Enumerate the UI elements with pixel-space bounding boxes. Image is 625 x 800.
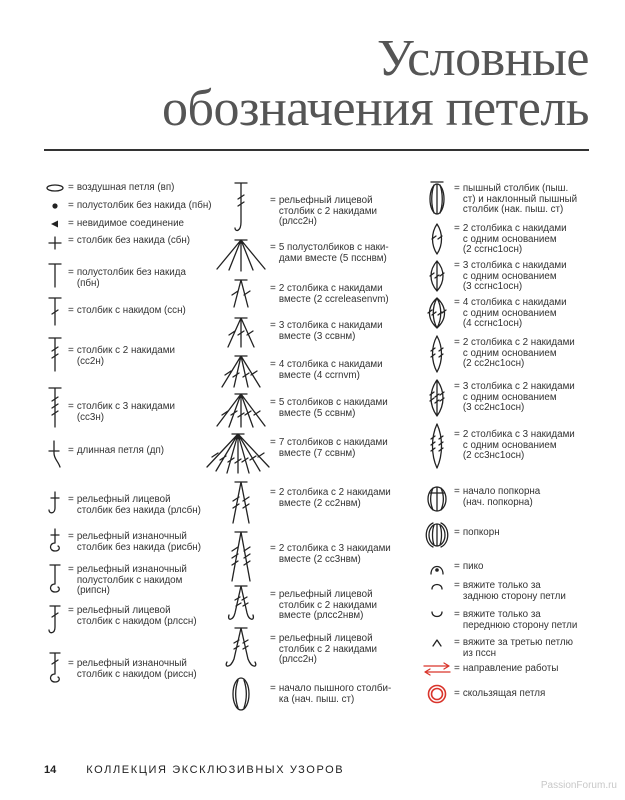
legend-item-two-dc-shell: = 2 столбика с накидами с одним основанием (2 ссrнс1осн) xyxy=(422,222,567,256)
legend-text-front-post-sc: рельефный лицевой столбик без накида (рлсбн) xyxy=(76,494,201,516)
legend-text-double-crochet: столбик с накидом (ссн) xyxy=(76,305,186,316)
page-title-line-1: Условные xyxy=(377,30,589,87)
puff-stitch-icon xyxy=(422,180,452,216)
legend-text-two-tr-together: 2 столбика с 2 накидами вместе (2 сс2нвм) xyxy=(278,487,391,509)
legend-item-picot: = пико xyxy=(422,560,483,576)
legend-text-back-post-sc: рельефный изнаночный столбик без накида (рисбн) xyxy=(76,531,201,553)
five-hdc-together-icon xyxy=(214,238,268,272)
legend-text-front-post-dc: рельефный лицевой столбик с накидом (рлссн) xyxy=(76,605,197,627)
legend-item-puff-stitch: = пышный столбик (пыш. ст) и наклонный пышный столбик (нак. пыш. ст) xyxy=(422,180,577,216)
three-dc-shell-icon xyxy=(422,259,452,293)
title-divider xyxy=(44,149,589,151)
three-dc-together-icon xyxy=(214,316,268,348)
legend-item-two-dtr-together: = 2 столбика с 3 накидами вместе (2 сс3нвм) xyxy=(214,530,391,582)
legend-text-two-dc-together: 2 столбика с накидами вместе (2 ссreleasenvm) xyxy=(278,283,389,305)
legend-text-five-dc-together: 5 столбиков с накидами вместе (5 ссвнм) xyxy=(278,397,388,419)
legend-text-three-tr-shell: 3 столбика с 2 накидами с одним основанием (3 сс2нс1осн) xyxy=(462,381,575,413)
legend-text-two-dtr-shell: 2 столбика с 3 накидами с одним основанием (2 сс3нс1осн) xyxy=(462,429,575,461)
legend-text-single-crochet: столбик без накида (сбн) xyxy=(76,235,191,246)
two-tr-shell-icon xyxy=(422,334,452,374)
legend-item-front-post-dc: = рельефный лицевой столбик с накидом (рлссн) xyxy=(44,604,197,636)
back-post-dc-icon xyxy=(44,651,66,685)
two-dtr-shell-icon xyxy=(422,422,452,470)
legend-text-invisible-join: невидимое соединение xyxy=(76,218,184,229)
legend-text-slip-ring: скользящая петля xyxy=(462,688,546,699)
legend-item-four-dc-together: = 4 столбика с накидами вместе (4 ссrnvm) xyxy=(214,354,383,388)
page-title xyxy=(161,30,589,137)
picot-icon xyxy=(422,560,452,576)
double-treble-crochet-icon xyxy=(44,386,66,428)
legend-item-puff-start: = начало пышного столби- ка (нач. пыш. ст) xyxy=(214,676,391,712)
legend-text-popcorn: попкорн xyxy=(462,527,500,538)
legend-item-treble-crochet: = столбик с 2 накидами (сс2н) xyxy=(44,336,175,372)
back-loop-icon xyxy=(422,579,452,593)
half-double-crochet-icon xyxy=(44,262,66,288)
popcorn-icon xyxy=(422,520,452,550)
legend-text-back-loop: вяжите только за заднюю сторону петли xyxy=(462,580,566,602)
slip-ring-icon xyxy=(422,684,452,704)
legend-item-popcorn: = попкорн xyxy=(422,520,500,550)
legend-item-front-loop: = вяжите только за переднюю сторону петли xyxy=(422,608,577,631)
legend-text-back-post-hdc: рельефный изнаночный полустолбик с накидом (рипсн) xyxy=(76,564,187,596)
legend-text-five-hdc-together: 5 полустолбиков с наки- дами вместе (5 псснвм) xyxy=(278,242,389,264)
watermark: PassionForum.ru xyxy=(540,780,617,791)
legend-text-front-post-tr-together: рельефный лицевой столбик с 2 накидами вместе (рлсс2нвм) xyxy=(278,589,377,621)
legend-item-back-post-hdc: = рельефный изнаночный полустолбик с накидом (рипсн) xyxy=(44,563,187,597)
legend-text-three-dc-shell: 3 столбика с накидами с одним основанием (3 ссrнс1осн) xyxy=(462,260,567,292)
legend-text-treble-crochet: столбик с 2 накидами (сс2н) xyxy=(76,345,175,367)
legend-text-two-tr-shell: 2 столбика с 2 накидами с одним основанием (2 сс2нс1осн) xyxy=(462,337,575,369)
legend-text-front-post-tr-two-hooks: рельефный лицевой столбик с 2 накидами (рлсс2н) xyxy=(278,633,377,665)
legend-text-long-loop: длинная петля (дп) xyxy=(76,445,165,456)
legend-item-front-post-tr: = рельефный лицевой столбик с 2 накидами (рлсс2н) xyxy=(214,181,377,237)
legend-item-three-dc-shell: = 3 столбика с накидами с одним основанием (3 ссrнс1осн) xyxy=(422,259,567,293)
legend-text-seven-dc-together: 7 столбиков с накидами вместе (7 ссвнм) xyxy=(278,437,388,459)
legend-item-half-single-crochet: = полустолбик без накида (пбн) xyxy=(44,201,212,212)
chain-stitch-icon xyxy=(44,183,66,193)
double-crochet-icon xyxy=(44,296,66,326)
legend-item-two-tr-shell: = 2 столбика с 2 накидами с одним основанием (2 сс2нс1осн) xyxy=(422,334,575,374)
legend-item-half-double-crochet: = полустолбик без накида (пбн) xyxy=(44,262,186,289)
legend-text-double-treble-crochet: столбик с 3 накидами (сс3н) xyxy=(76,401,175,423)
legend-text-two-dc-shell: 2 столбика с накидами с одним основанием (2 ссrнс1осн) xyxy=(462,223,567,255)
legend-text-puff-stitch: пышный столбик (пыш. ст) и наклонный пышный столбик (нак. пыш. ст) xyxy=(462,183,578,215)
legend-item-three-tr-shell: = 3 столбика с 2 накидами с одним основанием (3 сс2нс1осн) xyxy=(422,378,575,418)
front-post-dc-icon xyxy=(44,604,66,636)
three-tr-shell-icon xyxy=(422,378,452,418)
legend-item-single-crochet: = столбик без накида (сбн) xyxy=(44,236,190,250)
seven-dc-together-icon xyxy=(206,432,270,474)
legend-text-four-dc-together: 4 столбика с накидами вместе (4 ссrnvm) xyxy=(278,359,383,381)
legend-item-seven-dc-together: = 7 столбиков с накидами вместе (7 ссвнм) xyxy=(214,432,388,474)
page-footer xyxy=(44,764,344,776)
long-loop-icon xyxy=(44,440,66,468)
two-dc-shell-icon xyxy=(422,222,452,256)
legend-item-front-post-tr-together: = рельефный лицевой столбик с 2 накидами вместе (рлсс2нвм) xyxy=(214,584,377,624)
legend-item-double-crochet: = столбик с накидом (ссн) xyxy=(44,296,186,326)
work-direction-icon xyxy=(422,662,452,676)
legend-text-half-single-crochet: полустолбик без накида (пбн) xyxy=(76,200,212,211)
front-post-sc-icon xyxy=(44,491,66,517)
legend-text-third-loop: вяжите за третью петлю из пссн xyxy=(462,637,573,659)
page-number: 14 xyxy=(44,764,57,776)
treble-crochet-icon xyxy=(44,336,66,372)
front-post-tr-icon xyxy=(214,181,268,237)
legend-text-puff-start: начало пышного столби- ка (нач. пыш. ст) xyxy=(278,683,392,705)
legend-item-two-dc-together: = 2 столбика с накидами вместе (2 ссreleasenvm) xyxy=(214,278,389,308)
legend-text-two-dtr-together: 2 столбика с 3 накидами вместе (2 сс3нвм) xyxy=(278,543,391,565)
legend-item-double-treble-crochet: = столбик с 3 накидами (сс3н) xyxy=(44,386,175,428)
two-tr-together-icon xyxy=(214,480,268,524)
legend-text-work-direction: направление работы xyxy=(462,663,559,674)
legend-text-front-loop: вяжите только за переднюю сторону петли xyxy=(462,609,578,631)
four-dc-shell-icon xyxy=(422,296,452,330)
two-dtr-together-icon xyxy=(214,530,268,582)
four-dc-together-icon xyxy=(214,354,268,388)
legend-item-long-loop: = длинная петля (дп) xyxy=(44,440,164,468)
front-post-tr-two-hooks-icon xyxy=(214,626,268,672)
popcorn-start-icon xyxy=(422,484,452,514)
legend-item-front-post-sc: = рельефный лицевой столбик без накида (рлсбн) xyxy=(44,491,201,517)
legend-text-back-post-dc: рельефный изнаночный столбик с накидом (риссн) xyxy=(76,658,197,680)
legend-item-three-dc-together: = 3 столбика с накидами вместе (3 ссвнм) xyxy=(214,316,383,348)
legend-text-front-post-tr: рельефный лицевой столбик с 2 накидами (рлсс2н) xyxy=(278,195,377,227)
legend-item-two-dtr-shell: = 2 столбика с 3 накидами с одним основанием (2 сс3нс1осн) xyxy=(422,422,575,470)
legend-text-popcorn-start: начало попкорна (нач. попкорна) xyxy=(462,486,541,508)
legend-text-half-double-crochet: полустолбик без накида (пбн) xyxy=(76,267,186,289)
legend-item-chain-stitch: = воздушная петля (вп) xyxy=(44,183,174,194)
half-single-crochet-dot-icon xyxy=(44,201,66,211)
legend-item-four-dc-shell: = 4 столбика с накидами с одним основанием (4 ссrнс1осн) xyxy=(422,296,567,330)
legend-item-back-post-dc: = рельефный изнаночный столбик с накидом (риссн) xyxy=(44,651,197,685)
legend-item-popcorn-start: = начало попкорна (нач. попкорна) xyxy=(422,484,540,514)
five-dc-together-icon xyxy=(214,392,268,428)
legend-item-front-post-tr-two-hooks: = рельефный лицевой столбик с 2 накидами (рлсс2н) xyxy=(214,626,377,672)
legend-item-work-direction: = направление работы xyxy=(422,662,558,676)
two-dc-together-icon xyxy=(214,278,268,308)
legend-item-back-post-sc: = рельефный изнаночный столбик без накида (рисбн) xyxy=(44,528,201,554)
legend-item-slip-ring: = скользящая петля xyxy=(422,684,545,704)
legend-item-third-loop: = вяжите за третью петлю из пссн xyxy=(422,636,573,659)
legend-item-invisible-join: = невидимое соединение xyxy=(44,219,184,230)
back-post-sc-icon xyxy=(44,528,66,554)
legend-text-picot: пико xyxy=(462,561,484,572)
legend-item-two-tr-together: = 2 столбика с 2 накидами вместе (2 сс2нвм) xyxy=(214,480,391,524)
legend-item-five-hdc-together: = 5 полустолбиков с наки- дами вместе (5 псснвм) xyxy=(214,238,389,272)
back-post-hdc-icon xyxy=(44,563,66,595)
front-post-tr-together-icon xyxy=(214,584,268,624)
page-title-line-2: обозначения петель xyxy=(161,80,589,137)
puff-start-icon xyxy=(214,676,268,712)
legend-item-back-loop: = вяжите только за заднюю сторону петли xyxy=(422,579,566,602)
front-loop-icon xyxy=(422,608,452,622)
single-crochet-icon xyxy=(44,236,66,250)
legend-item-five-dc-together: = 5 столбиков с накидами вместе (5 ссвнм) xyxy=(214,392,388,428)
invisible-join-icon xyxy=(44,219,66,229)
legend-text-three-dc-together: 3 столбика с накидами вместе (3 ссвнм) xyxy=(278,320,383,342)
legend-text-chain-stitch: воздушная петля (вп) xyxy=(76,182,175,193)
legend-text-four-dc-shell: 4 столбика с накидами с одним основанием (4 ссrнс1осн) xyxy=(462,297,567,329)
third-loop-icon xyxy=(422,636,452,650)
collection-title: КОЛЛЕКЦИЯ ЭКСКЛЮЗИВНЫХ УЗОРОВ xyxy=(86,764,345,776)
